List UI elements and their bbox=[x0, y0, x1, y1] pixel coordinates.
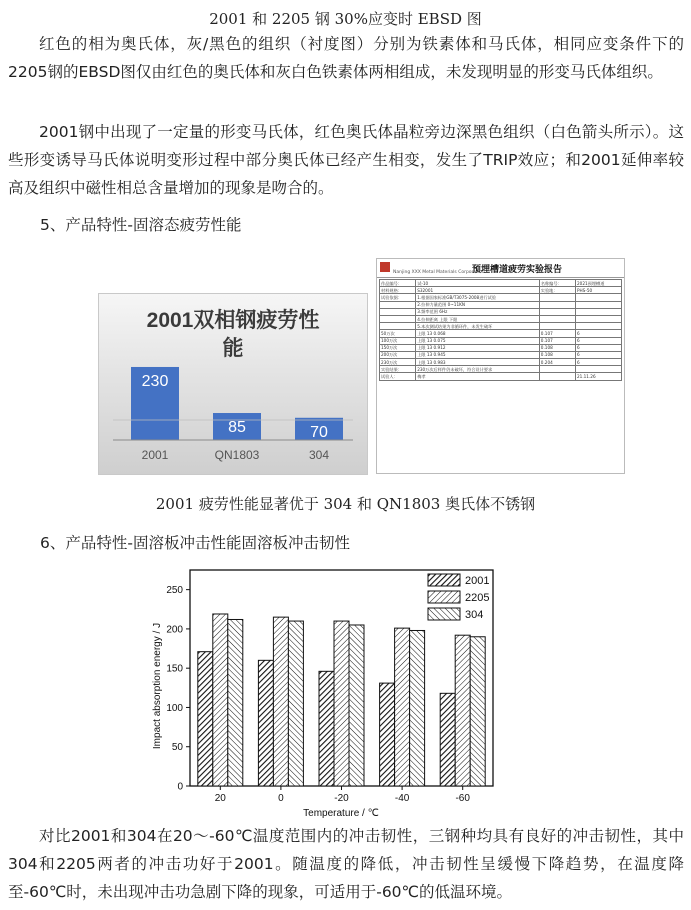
legend-swatch-2205 bbox=[428, 591, 460, 603]
report-cell bbox=[380, 308, 416, 315]
report-cell: 0.107 bbox=[539, 330, 575, 337]
impact-bar-2001 bbox=[440, 693, 455, 786]
report-cell: 100万次 bbox=[380, 337, 416, 344]
report-cell bbox=[539, 315, 575, 322]
report-cell: 实验结果： bbox=[380, 366, 416, 373]
legend-label: 2205 bbox=[465, 592, 490, 604]
impact-bar-304 bbox=[288, 621, 303, 786]
report-cell: 试验人： bbox=[380, 373, 416, 380]
report-cell: 6 bbox=[575, 337, 621, 344]
impact-bar-2205 bbox=[395, 628, 410, 786]
fatigue-test-report bbox=[376, 258, 625, 474]
report-cell: 上限 13 0.983 bbox=[416, 359, 540, 366]
paragraph-ebsd-description: 红色的相为奥氏体，灰/黑色的组织（衬度图）分别为铁素体和马氏体，相同应变条件下的2205钢的EBSD图仅由红色的奥氏体和灰白色铁素体两相组成，未发现明显的形变马氏体组织。 bbox=[8, 35, 684, 81]
x-tick-label: 20 bbox=[214, 793, 226, 804]
report-cell: 0.108 bbox=[539, 344, 575, 351]
impact-bar-304 bbox=[410, 630, 425, 786]
report-row bbox=[380, 294, 622, 301]
x-tick-label: 0 bbox=[278, 793, 284, 804]
report-cell: 1.根据国家标准GB/T3075-2008进行试验 bbox=[416, 294, 540, 301]
report-row bbox=[380, 287, 622, 294]
legend-swatch-2001 bbox=[428, 574, 460, 586]
y-tick-label: 150 bbox=[166, 663, 183, 675]
impact-bar-2205 bbox=[334, 621, 349, 786]
report-cell bbox=[575, 301, 621, 308]
y-tick-label: 250 bbox=[166, 585, 183, 597]
fatigue-caption: 2001 疲劳性能显著优于 304 和 QN1803 奥氏体不锈钢 bbox=[155, 495, 536, 513]
report-cell: 试验依据： bbox=[380, 294, 416, 301]
report-cell bbox=[575, 294, 621, 301]
impact-bar-2205 bbox=[273, 617, 288, 786]
heading-fatigue: 5、产品特性-固溶态疲劳性能 bbox=[40, 216, 242, 234]
report-cell bbox=[575, 366, 621, 373]
y-tick-label: 100 bbox=[166, 702, 183, 714]
impact-bar-2205 bbox=[213, 614, 228, 786]
impact-x-axis-label: Temperature / ℃ bbox=[303, 808, 379, 819]
report-title: 预埋槽道疲劳实验报告 bbox=[472, 265, 563, 275]
report-row bbox=[380, 315, 622, 322]
x-tick-label: -20 bbox=[334, 793, 349, 804]
report-cell bbox=[539, 373, 575, 380]
report-cell: 4.拉伸距离 上限 下限 bbox=[416, 315, 540, 322]
report-cell: 名称编号： bbox=[539, 280, 575, 287]
impact-bar-304 bbox=[470, 637, 485, 786]
report-cell: 上限 13 0.912 bbox=[416, 344, 540, 351]
report-cell: 作品编号： bbox=[380, 280, 416, 287]
report-cell: 150万次 bbox=[380, 344, 416, 351]
report-cell: 2.拉伸力量范围 0~11KN bbox=[416, 301, 540, 308]
report-cell: 6 bbox=[575, 344, 621, 351]
ebsd-caption: 2001 和 2205 钢 30%应变时 EBSD 图 bbox=[209, 10, 482, 28]
impact-bar-2001 bbox=[319, 671, 334, 786]
report-cell: 6 bbox=[575, 330, 621, 337]
impact-bar-2205 bbox=[455, 635, 470, 786]
report-cell: 0.108 bbox=[539, 351, 575, 358]
report-cell: 5.本次测试结果为非循环件，未发生破坏 bbox=[416, 323, 540, 330]
fatigue-chart-title-line2: 能 bbox=[222, 337, 244, 360]
report-row bbox=[380, 351, 622, 358]
report-cell: S32001 bbox=[416, 287, 540, 294]
report-row bbox=[380, 280, 622, 287]
report-cell: 材料规格： bbox=[380, 287, 416, 294]
report-cell: 0.204 bbox=[539, 359, 575, 366]
report-cell: 上限 13 0.945 bbox=[416, 351, 540, 358]
report-row bbox=[380, 366, 622, 373]
report-cell bbox=[575, 323, 621, 330]
report-cell: 2021预埋槽道 bbox=[575, 280, 621, 287]
company-logo-icon bbox=[380, 262, 390, 272]
report-cell: 6 bbox=[575, 351, 621, 358]
fatigue-bar-chart bbox=[98, 293, 368, 475]
report-table bbox=[379, 279, 622, 381]
impact-bar-304 bbox=[349, 625, 364, 786]
x-tick-label: -40 bbox=[394, 793, 410, 804]
x-tick-label: -60 bbox=[455, 793, 470, 804]
report-row bbox=[380, 301, 622, 308]
report-row bbox=[380, 373, 622, 380]
fatigue-bar-value: 70 bbox=[310, 423, 328, 441]
report-cell: 0.107 bbox=[539, 337, 575, 344]
report-row bbox=[380, 308, 622, 315]
impact-bar-chart bbox=[140, 558, 520, 823]
report-cell: 上限 13 0.075 bbox=[416, 337, 540, 344]
report-row bbox=[380, 359, 622, 366]
report-row bbox=[380, 337, 622, 344]
report-cell: PHS-50 bbox=[575, 287, 621, 294]
y-tick-label: 50 bbox=[171, 742, 183, 754]
legend-label: 304 bbox=[465, 609, 484, 621]
legend-swatch-304 bbox=[428, 608, 460, 620]
report-cell: 梅孝 bbox=[416, 373, 540, 380]
fatigue-category-label: 304 bbox=[308, 448, 330, 462]
report-row bbox=[380, 344, 622, 351]
report-cell bbox=[539, 323, 575, 330]
report-cell: 230万次 bbox=[380, 359, 416, 366]
report-cell: 实验地： bbox=[539, 287, 575, 294]
report-cell: 21.11.26 bbox=[575, 373, 621, 380]
report-cell bbox=[575, 315, 621, 322]
report-cell bbox=[539, 366, 575, 373]
report-cell: 50万次 bbox=[380, 330, 416, 337]
report-cell bbox=[575, 308, 621, 315]
impact-y-axis-label: Impact absorption energy / J bbox=[152, 622, 163, 750]
report-cell: 200万次 bbox=[380, 351, 416, 358]
y-tick-label: 200 bbox=[166, 624, 183, 636]
fatigue-category-label: QN1803 bbox=[214, 448, 260, 462]
report-cell: 3.频率范围 6Hz bbox=[416, 308, 540, 315]
report-cell: 6 bbox=[575, 359, 621, 366]
report-cell: 230万次后样件仍未破坏，符合设计要求 bbox=[416, 366, 540, 373]
impact-bar-2001 bbox=[198, 652, 213, 786]
report-row bbox=[380, 330, 622, 337]
report-cell: 上限 13 0.068 bbox=[416, 330, 540, 337]
fatigue-category-label: 2001 bbox=[141, 448, 169, 462]
report-cell bbox=[539, 308, 575, 315]
paragraph-impact-conclusion: 对比2001和304在20～-60℃温度范围内的冲击韧性，三钢种均具有良好的冲击韧性，其中304和2205两者的冲击功好于2001。随温度的降低，冲击韧性呈缓慢下降趋势，在温度降至-60℃时，未出现冲击功急剧下降的现象，可适用于-60℃的低温环境。 bbox=[8, 827, 684, 901]
report-header bbox=[377, 259, 624, 278]
fatigue-bar-value: 85 bbox=[228, 419, 246, 437]
legend-label: 2001 bbox=[465, 575, 490, 587]
report-row bbox=[380, 323, 622, 330]
fatigue-chart-title-line1: 2001双相钢疲劳性 bbox=[146, 309, 320, 332]
report-cell bbox=[380, 323, 416, 330]
report-cell bbox=[380, 301, 416, 308]
paragraph-trip-effect: 2001钢中出现了一定量的形变马氏体，红色奥氏体晶粒旁边深黑色组织（白色箭头所示）。这些形变诱导马氏体说明变形过程中部分奥氏体已经产生相变，发生了TRIP效应；和2001延伸率较高及组织中磁性相总含量增加的现象是吻合的。 bbox=[8, 123, 684, 197]
heading-impact: 6、产品特性-固溶板冲击性能固溶板冲击韧性 bbox=[40, 534, 350, 552]
report-company: Nanjing XXX Metal Materials Corporation bbox=[393, 270, 485, 275]
impact-bar-2001 bbox=[380, 683, 395, 786]
y-tick-label: 0 bbox=[177, 781, 183, 793]
impact-bar-2001 bbox=[258, 660, 273, 786]
report-cell bbox=[380, 315, 416, 322]
report-cell: 试-10 bbox=[416, 280, 540, 287]
fatigue-bar-value: 230 bbox=[141, 372, 169, 390]
report-cell bbox=[539, 294, 575, 301]
report-cell bbox=[539, 301, 575, 308]
impact-bar-304 bbox=[228, 619, 243, 786]
